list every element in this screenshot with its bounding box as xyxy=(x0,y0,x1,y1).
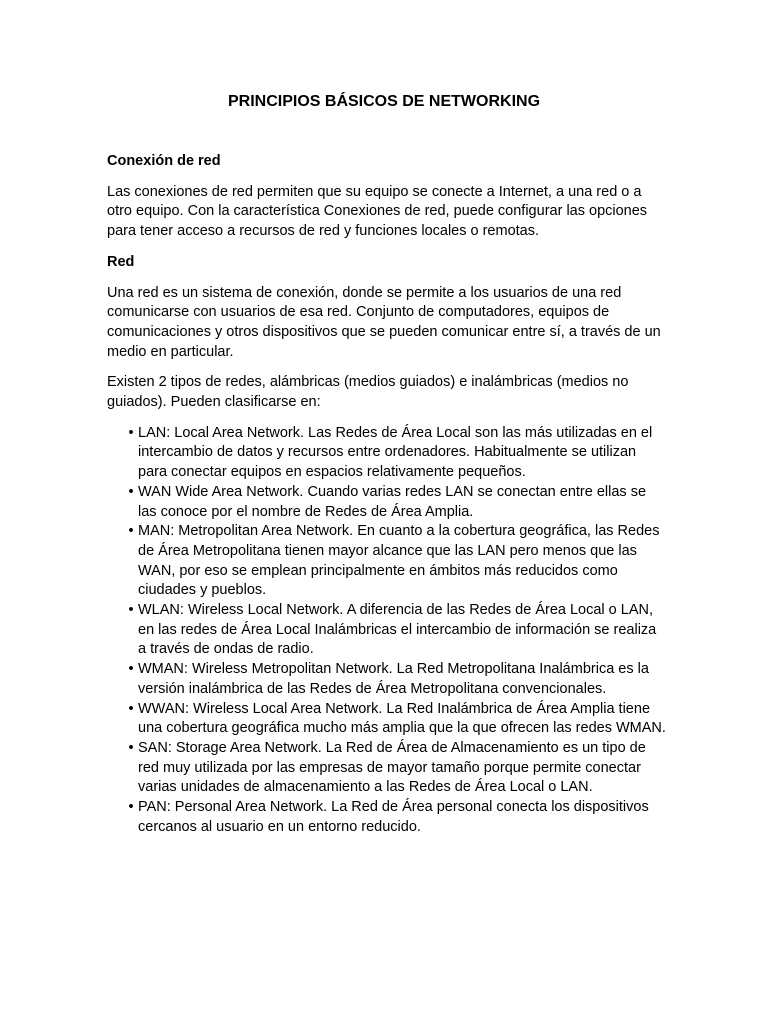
bullet-icon: • xyxy=(128,700,134,717)
document-title: PRINCIPIOS BÁSICOS DE NETWORKING xyxy=(227,93,541,110)
list-item-text: WLAN: Wireless Local Network. A diferencia de las Redes de Área Local o LAN, en las redes de Área Local Inalámbricas el intercambio de información se realiza a través de ondas de radio. xyxy=(138,602,657,658)
list-item-man xyxy=(107,522,667,601)
list-item-text: SAN: Storage Area Network. La Red de Área de Almacenamiento es un tipo de red muy utilizada por las empresas de mayor tamaño porque permite conectar varias unidades de almacenamiento a las Redes de Área Local o LAN. xyxy=(138,739,646,796)
network-types-list xyxy=(107,424,667,838)
list-item-lan xyxy=(107,424,667,483)
list-item-wan xyxy=(107,483,667,522)
bullet-icon: • xyxy=(128,661,134,678)
list-item-text: PAN: Personal Area Network. La Red de Área personal conecta los dispositivos cercanos al usuario en un entorno reducido. xyxy=(138,799,649,835)
section-heading-conexion: Conexión de red xyxy=(107,153,221,169)
list-item-text: WAN Wide Area Network. Cuando varias redes LAN se conectan entre ellas se las conoce por el nombre de Redes de Área Amplia. xyxy=(138,483,647,520)
list-item-text: WMAN: Wireless Metropolitan Network. La Red Metropolitana Inalámbrica es la versión inalámbrica de las Redes de Área Metropolitana convencionales. xyxy=(138,661,649,697)
list-item-text: LAN: Local Area Network. Las Redes de Área Local son las más utilizadas en el intercambio de datos y recursos entre ordenadores. Habitualmente se utilizan para conectar equipos en espacios relativamente pequeños. xyxy=(138,424,653,481)
paragraph-tipos-redes: Existen 2 tipos de redes, alámbricas (medios guiados) e inalámbricas (medios no guiados). Pueden clasificarse en: xyxy=(107,374,629,411)
list-item-wman xyxy=(107,660,667,699)
list-item-san xyxy=(107,739,667,798)
bullet-icon: • xyxy=(128,424,134,441)
paragraph-red-definicion: Una red es un sistema de conexión, donde se permite a los usuarios de una red comunicarse con usuarios de esa red. Conjunto de computadores, equipos de comunicaciones y otros dispositivos que se pueden comunicar entre sí, a través de un medio en particular. xyxy=(107,284,661,360)
list-item-text: MAN: Metropolitan Area Network. En cuanto a la cobertura geográfica, las Redes de Área Metropolitana tienen mayor alcance que las LAN pero menos que las WAN, por eso se emplean principalmente en ámbitos más reducidos como ciudades y pueblos. xyxy=(138,523,660,599)
list-item-wlan xyxy=(107,601,667,660)
bullet-icon: • xyxy=(128,799,134,816)
bullet-icon: • xyxy=(128,602,134,619)
paragraph-conexion: Las conexiones de red permiten que su equipo se conecte a Internet, a una red o a otro equipo. Con la característica Conexiones de red, puede configurar las opciones para tener acceso a recursos de red y funciones locales o remotas. xyxy=(107,183,648,240)
list-item-text: WWAN: Wireless Local Area Network. La Red Inalámbrica de Área Amplia tiene una cobertura geográfica mucho más amplia que la que ofrecen las redes WMAN. xyxy=(138,700,666,737)
bullet-icon: • xyxy=(128,523,134,540)
bullet-icon: • xyxy=(128,739,134,756)
bullet-icon: • xyxy=(128,483,134,500)
list-item-pan xyxy=(107,798,667,837)
list-item-wwan xyxy=(107,700,667,739)
document-body xyxy=(107,152,667,838)
section-heading-red: Red xyxy=(107,253,135,270)
